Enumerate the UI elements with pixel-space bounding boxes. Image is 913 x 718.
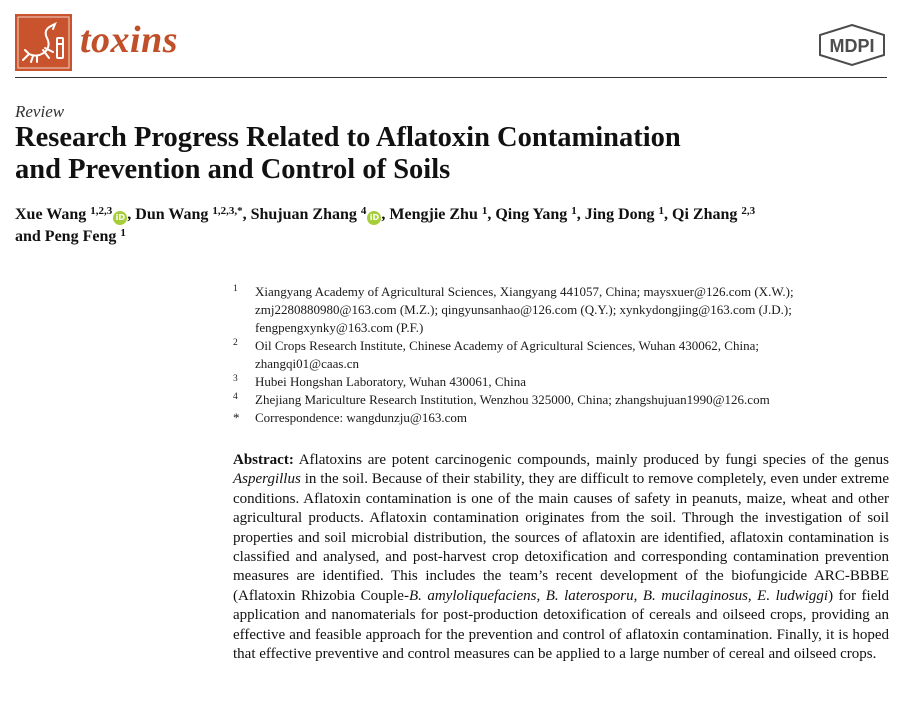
author-affil: 1 [120,227,126,239]
affiliations [233,283,893,427]
affiliation-line: zhangqi01@caas.cn [255,356,360,371]
author-name[interactable]: Qing Yang [495,206,568,223]
abstract-italic: E. ludwiggi [757,587,829,604]
author-affil: 1 [658,205,665,217]
author-affil: 1 [571,205,577,217]
journal-name[interactable]: toxins [80,19,179,61]
affiliation-number: 1 [233,284,238,294]
affiliation-line: Xiangyang Academy of Agricultural Sciences, Xiangyang 441057, China; maysxuer@126.com (X.W.); [255,284,794,299]
affiliation-number: 2 [233,338,238,348]
scorpion-icon [15,14,72,71]
affiliation-line: Hubei Hongshan Laboratory, Wuhan 430061, China [255,374,526,389]
author-name[interactable]: Jing Dong [584,206,655,223]
abstract-italic: B. mucilaginosus [642,587,748,604]
author-name[interactable]: Xue Wang [15,206,87,223]
mdpi-logo-text: MDPI [829,36,875,56]
orcid-icon[interactable]: iD [367,211,381,225]
affiliation-item [233,337,893,373]
abstract [233,451,889,664]
affiliation-number: 4 [233,392,238,402]
abstract-text: Aflatoxins are potent carcinogenic compounds, mainly produced by fungi species of the genus [293,452,889,468]
author-affil: 2,3 [741,205,756,217]
abstract-text: , [536,587,546,604]
authors-and: and [15,228,41,245]
author-list: Xue Wang $^{1,2,3}$iD , Dun Wang $^{1,2,3,*}$, Shujuan Zhang $^4$iD , Mengjie Zhu $^1$, Qing Yang $^1$, Jing Dong $^1$, Qi Zhang $^{2,3}$ and Peng Feng $^1$ [15,205,756,245]
affiliation-line: Oil Crops Research Institute, Chinese Academy of Agricultural Sciences, Wuhan 430062, China; [255,338,759,353]
author-name[interactable]: Qi Zhang [672,206,738,223]
abstract-text: , [747,587,758,604]
correspondence-mark: * [233,410,240,425]
abstract-label: Abstract: [233,452,294,468]
abstract-italic: B. laterosporu [545,587,634,604]
abstract-italic: B. amyloliquefaciens [408,587,537,604]
abstract-text: in the soil. Because of their stability, they are difficult to remove completely, even under extreme conditions. Aflatoxin contamination is one of the main causes of safety in peanuts, maize, wheat and other agricultural products. Aflatoxin contamination originates from the soil. Through the investigation of soil properties and soil microbial distribution, the sources of aflatoxin are identified, aflatoxin contamination is classified and analysed, and post-harvest crop detoxification and corresponding contamination prevention measures are identified. This includes the team’s recent development of the biofungicide ARC-BBBE (Aflatoxin Rhizobia Couple- [233,471,889,604]
journal-logo [15,14,72,71]
mdpi-logo[interactable] [818,24,886,66]
orcid-icon[interactable]: iD [113,211,127,225]
header-divider [15,77,887,78]
affiliation-item [233,283,893,337]
author-name[interactable]: Peng Feng [44,228,117,245]
correspondence-text[interactable]: Correspondence: wangdunzju@163.com [255,410,467,425]
affiliation-line: zmj2280880980@163.com (M.Z.); qingyunsanhao@126.com (Q.Y.); xynkydongjing@163.com (J.D.); [255,302,792,317]
article-type: Review [15,102,65,121]
title-line-1: Research Progress Related to Aflatoxin Contamination [15,122,681,153]
author-name[interactable]: Dun Wang [135,206,209,223]
author-name[interactable]: Mengjie Zhu [389,206,478,223]
affiliation-item [233,391,893,409]
affiliation-item [233,373,893,391]
author-affil: 1 [481,205,488,217]
author-affil: 1,2,3,* [212,205,243,217]
author-name[interactable]: Shujuan Zhang [250,206,357,223]
affiliation-line: fengpengxynky@163.com (P.F.) [255,320,424,335]
article-title [15,122,875,186]
abstract-text: , [633,587,643,604]
title-line-2: and Prevention and Control of Soils [15,154,451,185]
author-affil: 1,2,3 [90,205,113,217]
author-affil: 4 [360,205,367,217]
affiliation-number: 3 [233,374,238,384]
abstract-text: ) for field application and nanomaterials for post-production detoxification of cereals and oilseed crops, providing an effective and feasible approach for the prevention and control of aflatoxin contamination. Finally, it is hoped that effective preventive and control measures can be applied to a large number of cereal and oilseed crops. [233,587,890,663]
correspondence [233,409,893,427]
affiliation-line: Zhejiang Mariculture Research Institution, Wenzhou 325000, China; zhangshujuan1990@126.com [255,392,770,407]
abstract-italic: Aspergillus [233,471,301,488]
